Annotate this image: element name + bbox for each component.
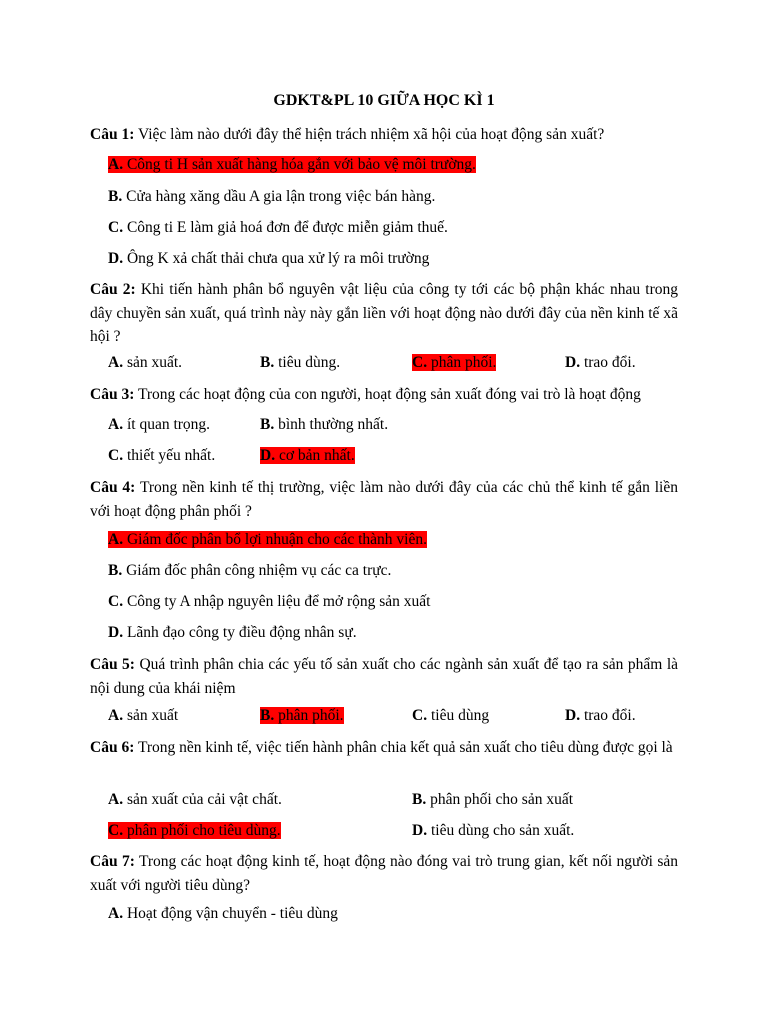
option-label: D. <box>260 447 276 464</box>
option-text: tiêu dùng cho sản xuất. <box>430 822 575 839</box>
question-text: Trong các hoạt động kinh tế, hoạt động nào đóng vai trò trung gian, kết nối người sản xuất với người tiêu dùng? <box>90 853 678 894</box>
option-label: C. <box>108 822 124 839</box>
q1-option-b <box>108 187 435 207</box>
question-text: Việc làm nào dưới đây thể hiện trách nhiệm xã hội của hoạt động sản xuất? <box>137 126 605 143</box>
q2-option-d <box>565 353 636 373</box>
question-label: Câu 1: <box>90 126 135 143</box>
q1-option-a <box>108 155 476 175</box>
correct-answer-highlight <box>108 156 476 173</box>
option-label: C. <box>412 354 428 371</box>
option-label: B. <box>412 791 427 808</box>
question-text: Trong nền kinh tế, việc tiến hành phân chia kết quả sản xuất cho tiêu dùng được gọi là <box>137 739 673 756</box>
option-text: sản xuất <box>126 707 179 724</box>
option-text: Hoạt động vận chuyển - tiêu dùng <box>126 905 338 922</box>
question-label: Câu 3: <box>90 386 135 403</box>
q4-option-c <box>108 592 430 612</box>
q5-option-d <box>565 706 636 726</box>
correct-answer-highlight <box>260 707 344 724</box>
q6-option-a <box>108 790 282 810</box>
question-label: Câu 5: <box>90 656 135 673</box>
q1-option-d <box>108 249 429 269</box>
option-text: phân phối cho sản xuất <box>430 791 574 808</box>
q6-option-c <box>108 821 281 841</box>
question-text: Trong nền kinh tế thị trường, việc làm nào dưới đây của các chủ thể kinh tế gắn liền với hoạt động phân phối ? <box>90 479 678 520</box>
q3-option-b <box>260 415 388 435</box>
q2-option-a <box>108 353 182 373</box>
option-label: D. <box>565 354 581 371</box>
question-7 <box>90 850 678 897</box>
q3-option-a <box>108 415 210 435</box>
option-text: phân phối cho tiêu dùng. <box>126 822 281 839</box>
option-text: Lãnh đạo công ty điều động nhân sự. <box>126 624 357 641</box>
question-4 <box>90 476 678 523</box>
option-text: Giám đốc phân công nhiệm vụ các ca trực. <box>126 562 392 579</box>
question-1 <box>90 123 678 147</box>
question-3 <box>90 383 678 407</box>
q6-option-b <box>412 790 573 810</box>
q5-option-c <box>412 706 489 726</box>
option-text: trao đổi. <box>583 707 636 724</box>
option-label: A. <box>108 707 124 724</box>
correct-answer-highlight <box>108 531 427 548</box>
option-text: Giám đốc phân bổ lợi nhuận cho các thành viên. <box>126 531 427 548</box>
question-6 <box>90 736 678 760</box>
page-title: GDKT&PL 10 GIỮA HỌC KÌ 1 <box>273 92 495 109</box>
option-label: A. <box>108 416 124 433</box>
option-text: sản xuất của cải vật chất. <box>126 791 282 808</box>
question-text: Quá trình phân chia các yếu tố sản xuất cho các ngành sản xuất để tạo ra sản phẩm là nội dung của khái niệm <box>90 656 679 697</box>
option-label: B. <box>260 416 275 433</box>
q2-option-b <box>260 353 340 373</box>
option-label: C. <box>108 447 124 464</box>
q6-option-d <box>412 821 574 841</box>
q7-option-a <box>108 904 338 924</box>
correct-answer-highlight <box>260 447 355 464</box>
question-label: Câu 7: <box>90 853 135 870</box>
option-label: C. <box>412 707 428 724</box>
option-label: D. <box>108 624 124 641</box>
option-text: Cửa hàng xăng dầu A gia lận trong việc bán hàng. <box>126 188 436 205</box>
q5-option-b <box>260 706 344 726</box>
q2-option-c <box>412 353 496 373</box>
option-text: bình thường nhất. <box>278 416 389 433</box>
correct-answer-highlight <box>412 354 496 371</box>
option-label: B. <box>260 707 275 724</box>
option-text: sản xuất. <box>126 354 183 371</box>
option-label: A. <box>108 354 124 371</box>
option-text: cơ bản nhất. <box>278 447 355 464</box>
option-label: B. <box>260 354 275 371</box>
option-label: C. <box>108 593 124 610</box>
correct-answer-highlight <box>108 822 281 839</box>
q3-option-c <box>108 446 215 466</box>
question-label: Câu 2: <box>90 281 136 298</box>
option-label: C. <box>108 219 124 236</box>
option-text: phân phối. <box>430 354 497 371</box>
option-text: thiết yếu nhất. <box>126 447 216 464</box>
question-5 <box>90 653 678 700</box>
option-text: ít quan trọng. <box>126 416 211 433</box>
q5-option-a <box>108 706 178 726</box>
option-label: D. <box>412 822 428 839</box>
option-label: B. <box>108 188 123 205</box>
option-text: Công ty A nhập nguyên liệu để mở rộng sản xuất <box>126 593 431 610</box>
option-text: tiêu dùng <box>430 707 490 724</box>
option-text: phân phối. <box>278 707 344 724</box>
option-text: Ông K xả chất thải chưa qua xử lý ra môi trường <box>126 250 430 267</box>
q4-option-d <box>108 623 357 643</box>
option-label: D. <box>108 250 124 267</box>
question-label: Câu 4: <box>90 479 136 496</box>
q1-option-c <box>108 218 448 238</box>
question-text: Khi tiến hành phân bổ nguyên vật liệu của công ty tới các bộ phận khác nhau trong dây chuyền sản xuất, quá trình này này gắn liền với hoạt động nào dưới đây của nền kinh tế xã hội ? <box>90 281 678 345</box>
option-label: A. <box>108 905 124 922</box>
option-label: A. <box>108 531 124 548</box>
option-text: Công ti E làm giả hoá đơn để được miễn giảm thuế. <box>126 219 448 236</box>
question-2 <box>90 278 678 349</box>
option-label: A. <box>108 791 124 808</box>
q4-option-b <box>108 561 391 581</box>
q3-option-d <box>260 446 355 466</box>
option-label: A. <box>108 156 124 173</box>
question-text: Trong các hoạt động của con người, hoạt động sản xuất đóng vai trò là hoạt động <box>137 386 641 403</box>
option-text: tiêu dùng. <box>278 354 341 371</box>
question-label: Câu 6: <box>90 739 135 756</box>
option-text: trao đổi. <box>583 354 636 371</box>
q4-option-a <box>108 530 427 550</box>
option-text: Công ti H sản xuất hàng hóa gắn với bảo vệ môi trường. <box>126 156 476 173</box>
option-label: D. <box>565 707 581 724</box>
option-label: B. <box>108 562 123 579</box>
